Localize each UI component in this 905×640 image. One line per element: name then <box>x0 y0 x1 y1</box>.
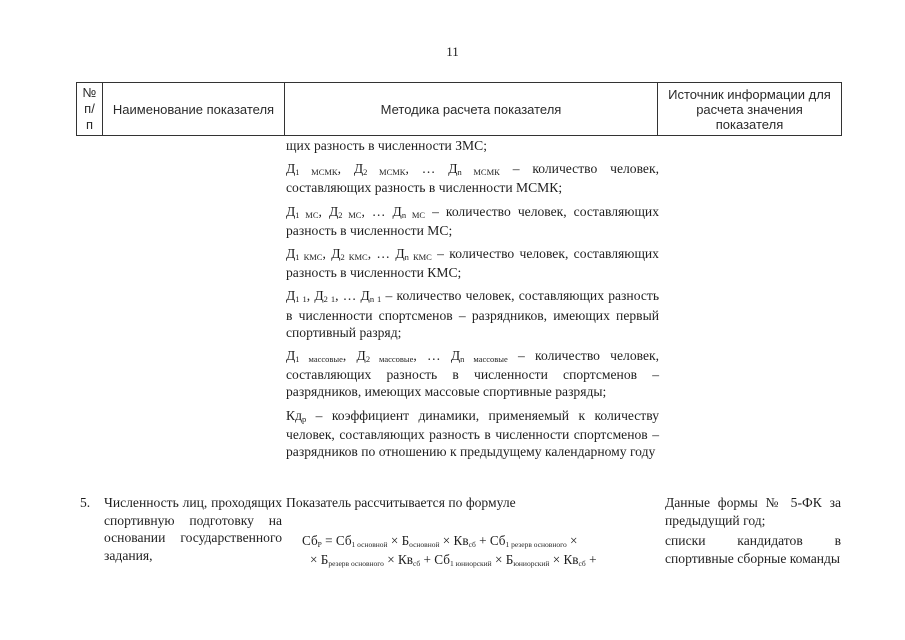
method-item-first-rank: Д1 1, Д2 1, … Дn 1 – количество человек, составляющих разность в численности спортсменов – разрядников, имеющих первый спортивный разряд; <box>286 288 660 340</box>
indicator-name: Численность лиц, проходящих спортивную подготовку на основании государственного задания, <box>104 495 282 563</box>
calculation-method <box>286 494 659 570</box>
row-number: 5. <box>80 495 91 510</box>
formula: СбP = Сб1 основной × Босновной × Квсб + Сб1 резерв основного × × Брезерв основного × Квсб + Сб1 юниорский × Бюниорский × Квсб + <box>302 532 597 568</box>
header-number-abbr: п/п <box>84 101 95 132</box>
method-item-text: щих разность в численности ЗМС; <box>286 138 487 153</box>
method-column-continuation <box>286 137 659 466</box>
method-item-kms: Д1 КМС, Д2 КМС, … Дn КМС – количество человек, составляющих разность в численности КМС; <box>286 246 659 281</box>
method-item-ms: Д1 МС, Д2 МС, … Дn МС – количество человек, составляющих разность в численности МС; <box>286 203 659 238</box>
source-item: списки кандидатов в спортивные сборные команды <box>665 533 841 566</box>
method-item-zms <box>286 137 659 154</box>
page-number: 11 <box>446 44 459 59</box>
method-intro: Показатель рассчитывается по формуле <box>286 495 516 510</box>
header-number-cell <box>76 83 102 135</box>
method-item-dynamics-coefficient: Кдр – коэффициент динамики, применяемый к количеству человек, составляющих разность в численности спортсменов – разрядников по отношению к предыдущему календарному году <box>286 407 659 460</box>
method-item-msmk: Д1 МСМК, Д2 МСМК, … Дn МСМК – количество человек, составляющих разность в численности МСМК; <box>286 161 659 196</box>
header-source: Источник информации для расчета значения показателя <box>657 83 842 135</box>
header-number-symbol: № <box>82 85 97 100</box>
source-item: Данные формы № 5-ФК за предыдущий год; <box>665 495 841 528</box>
header-method: Методика расчета показателя <box>284 83 657 135</box>
information-source <box>665 494 841 570</box>
header-indicator-name: Наименование показателя <box>102 83 284 135</box>
method-item-mass-ranks: Д1 массовые, Д2 массовые, … Дn массовые – количество человек, составляющих разность в численности спортсменов – разрядников, имеющих массовые спортивные разряды; <box>286 348 660 400</box>
table-header <box>76 82 842 136</box>
